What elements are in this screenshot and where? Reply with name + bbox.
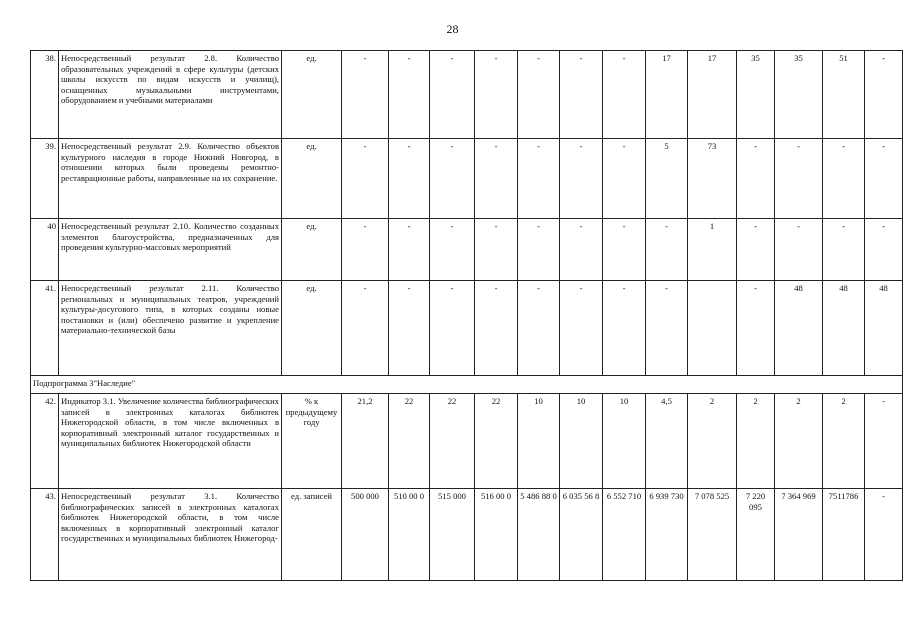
table-row [31, 219, 903, 281]
value-cell: 6 035 56 8 [560, 489, 603, 581]
value-cell: 7 220 095 [737, 489, 775, 581]
row-number: 43. [31, 489, 59, 581]
value-cell: 7 078 525 [688, 489, 737, 581]
value-cell: - [560, 281, 603, 376]
value-cell: 4,5 [646, 394, 688, 489]
unit-cell: ед. записей [282, 489, 342, 581]
unit-cell: ед. [282, 281, 342, 376]
value-cell: 6 552 710 [603, 489, 646, 581]
unit-cell: ед. [282, 51, 342, 139]
value-cell: 48 [823, 281, 865, 376]
value-cell: - [430, 219, 475, 281]
value-cell: - [389, 281, 430, 376]
value-cell: 10 [603, 394, 646, 489]
value-cell: 2 [823, 394, 865, 489]
value-cell: - [518, 281, 560, 376]
indicator-description: Непосредственный результат 2.10. Количество созданных элементов благоустройства, предназначенных для проведения культурно-массовых мероприятий [59, 219, 282, 281]
value-cell: - [342, 281, 389, 376]
value-cell: - [737, 281, 775, 376]
value-cell: - [560, 139, 603, 219]
value-cell: - [475, 281, 518, 376]
unit-cell: ед. [282, 219, 342, 281]
value-cell: 21,2 [342, 394, 389, 489]
value-cell: - [865, 139, 903, 219]
value-cell: - [775, 139, 823, 219]
value-cell: 10 [560, 394, 603, 489]
row-number: 41. [31, 281, 59, 376]
row-number: 42. [31, 394, 59, 489]
value-cell: 17 [688, 51, 737, 139]
value-cell: - [865, 219, 903, 281]
value-cell: - [603, 219, 646, 281]
value-cell: 2 [688, 394, 737, 489]
value-cell: - [475, 139, 518, 219]
value-cell: - [389, 139, 430, 219]
page-number: 28 [446, 22, 459, 36]
table-row [31, 489, 903, 581]
indicator-table [30, 50, 903, 581]
value-cell: - [430, 281, 475, 376]
value-cell: - [518, 219, 560, 281]
value-cell: 5 486 88 0 [518, 489, 560, 581]
value-cell: 35 [775, 51, 823, 139]
value-cell: - [475, 219, 518, 281]
value-cell: - [603, 51, 646, 139]
row-number: 40 [31, 219, 59, 281]
value-cell: - [518, 51, 560, 139]
indicator-description: Индикатор 3.1. Увеличение количества библиографических записей в электронных каталогах библиотек Нижегородской области, в том числе включенных в корпоративный электронный каталог государственных и муниципальных библиотек Нижегородской области [59, 394, 282, 489]
value-cell: 22 [389, 394, 430, 489]
value-cell: - [865, 51, 903, 139]
value-cell: - [646, 281, 688, 376]
unit-cell: % к предыдущему году [282, 394, 342, 489]
value-cell: 516 00 0 [475, 489, 518, 581]
value-cell: 17 [646, 51, 688, 139]
table-row [31, 51, 903, 139]
row-number: 38. [31, 51, 59, 139]
indicator-description: Непосредственный результат 2.11. Количество региональных и муниципальных театров, учреждений культуры-досугового типа, в которых созданы новые постановки и (или) обеспечено развитие и укрепление материально-технической базы [59, 281, 282, 376]
value-cell: 2 [737, 394, 775, 489]
value-cell: 22 [475, 394, 518, 489]
value-cell: - [342, 51, 389, 139]
value-cell: 500 000 [342, 489, 389, 581]
value-cell [688, 281, 737, 376]
value-cell: - [342, 219, 389, 281]
value-cell: 35 [737, 51, 775, 139]
value-cell: - [430, 139, 475, 219]
value-cell: 7511786 [823, 489, 865, 581]
value-cell: 73 [688, 139, 737, 219]
value-cell: - [646, 219, 688, 281]
value-cell: 5 [646, 139, 688, 219]
value-cell: - [823, 139, 865, 219]
section-row [31, 376, 903, 394]
value-cell: 51 [823, 51, 865, 139]
value-cell: - [603, 281, 646, 376]
value-cell: - [389, 51, 430, 139]
value-cell: - [737, 139, 775, 219]
value-cell: - [430, 51, 475, 139]
table-row [31, 281, 903, 376]
value-cell: - [865, 394, 903, 489]
value-cell: 1 [688, 219, 737, 281]
value-cell: 515 000 [430, 489, 475, 581]
value-cell: - [389, 219, 430, 281]
value-cell: 510 00 0 [389, 489, 430, 581]
row-number: 39. [31, 139, 59, 219]
value-cell: - [560, 219, 603, 281]
value-cell: - [823, 219, 865, 281]
table-row [31, 394, 903, 489]
value-cell: 7 364 969 [775, 489, 823, 581]
value-cell: 6 939 730 [646, 489, 688, 581]
value-cell: - [603, 139, 646, 219]
value-cell: 48 [775, 281, 823, 376]
value-cell: - [737, 219, 775, 281]
value-cell: - [775, 219, 823, 281]
value-cell: 10 [518, 394, 560, 489]
value-cell: 48 [865, 281, 903, 376]
unit-cell: ед. [282, 139, 342, 219]
indicator-description: Непосредственный результат 2.8. Количество образовательных учреждений в сфере культуры (детских школы искусств по видам искусств и училищ), оснащенных музыкальными инструментами, оборудованием и учебными материалами [59, 51, 282, 139]
value-cell: 2 [775, 394, 823, 489]
table-row [31, 139, 903, 219]
value-cell: - [560, 51, 603, 139]
value-cell: - [518, 139, 560, 219]
indicator-description: Непосредственный результат 3.1. Количество библиографических записей в электронных каталогах библиотек Нижегородской области, в том числе включенных в корпоративный электронный каталог государственных и муниципальных библиотек Нижегород- [59, 489, 282, 581]
value-cell: 22 [430, 394, 475, 489]
indicator-description: Непосредственный результат 2.9. Количество объектов культурного наследия в городе Нижний Новгород, в отношении которых были проведены ремонтно-реставрационные работы, направленные на их сохранение. [59, 139, 282, 219]
value-cell: - [342, 139, 389, 219]
section-title: Подпрограмма 3"Наследие" [31, 376, 903, 394]
value-cell: - [475, 51, 518, 139]
value-cell: - [865, 489, 903, 581]
